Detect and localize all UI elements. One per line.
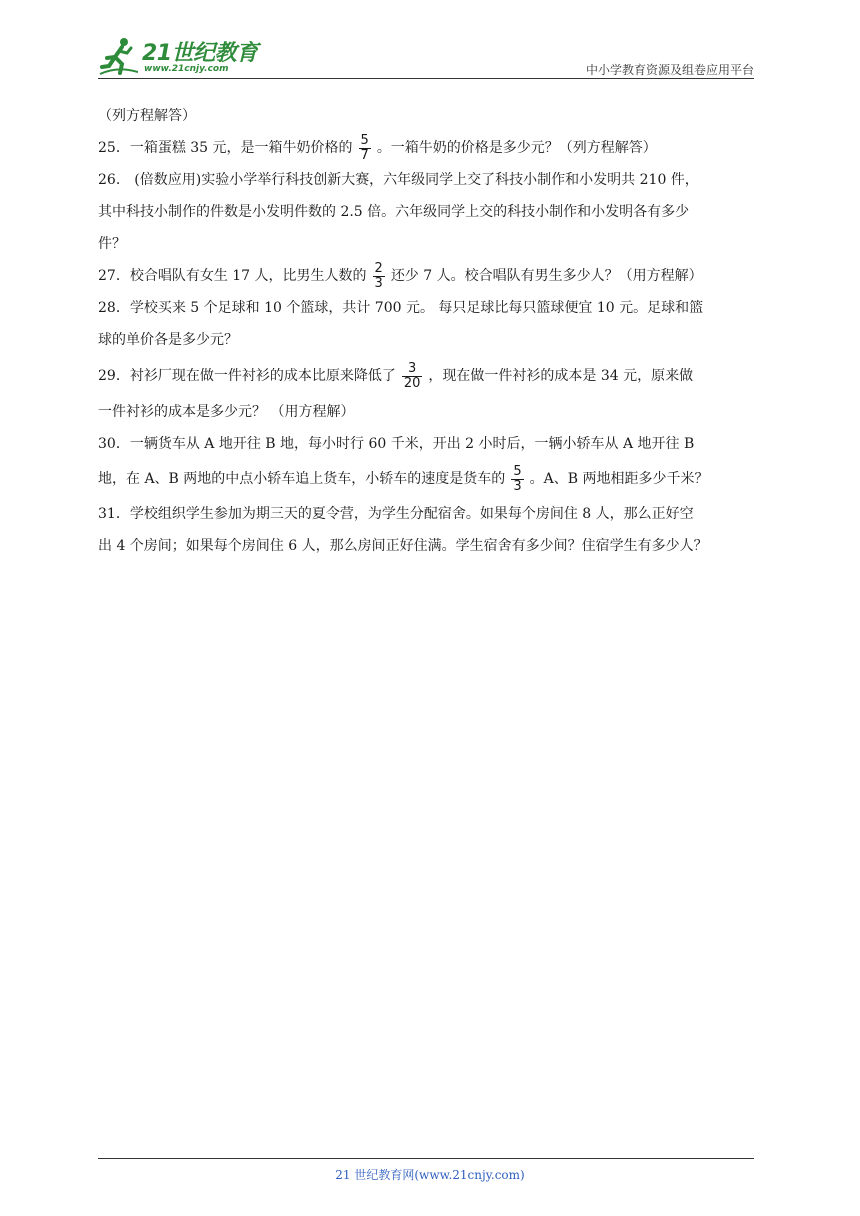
question-list [98, 100, 764, 562]
question-25: 25．一箱蛋糕 35 元，是一箱牛奶价格的 $\frac{5}{7}$ 。一箱牛奶的价格是多少元？（列方程解答） [98, 132, 657, 163]
question-line: 地，在 A、B 两地的中点小轿车追上货车，小轿车的速度是货车的 $\frac{5}{3}$ 。A、B 两地相距多少千米？ [98, 463, 709, 494]
fraction: $\frac{5}{7}$ [360, 132, 369, 163]
footer-link[interactable]: 21 世纪教育网(www.21cnjy.com) [335, 1168, 525, 1182]
question-line: 出 4 个房间；如果每个房间住 6 人，那么房间正好住满。学生宿舍有多少间？住宿学生有多少人？ [98, 538, 708, 554]
runner-icon [98, 36, 138, 76]
question-line: 球的单价各是多少元？ [98, 332, 238, 348]
question-28: 28．学校买来 5 个足球和 10 个篮球，共计 700 元。 每只足球比每只篮球便宜 10 元。足球和篮 [98, 300, 704, 316]
question-27: 27．校合唱队有女生 17 人，比男生人数的 $\frac{2}{3}$ 还少 7 人。校合唱队有男生多少人？（用方程解） [98, 260, 703, 291]
page-header [98, 32, 754, 80]
question-line: 件？ [98, 236, 126, 252]
logo-text: 21世纪教育 [142, 41, 258, 66]
fraction: $\frac{2}{3}$ [374, 260, 383, 291]
question-line: （列方程解答） [98, 108, 196, 124]
platform-name: 中小学教育资源及组卷应用平台 [585, 63, 754, 77]
question-31: 31．学校组织学生参加为期三天的夏令营，为学生分配宿舍。如果每个房间住 8 人，那么正好空 [98, 506, 694, 522]
question-26: 26. (倍数应用)实验小学举行科技创新大赛，六年级同学上交了科技小制作和小发明共 210 件， [98, 172, 699, 188]
site-logo[interactable] [98, 32, 268, 78]
footer-divider [98, 1158, 754, 1159]
question-30: 30．一辆货车从 A 地开往 B 地，每小时行 60 千米，开出 2 小时后，一辆小轿车从 A 地开往 B [98, 436, 695, 452]
question-29: 29．衬衫厂现在做一件衬衫的成本比原来降低了 $\frac{3}{20}$ ，现在做一件衬衫的成本是 34 元，原来做 [98, 360, 694, 391]
question-line: 一件衬衫的成本是多少元？ （用方程解） [98, 404, 355, 420]
header-divider [98, 78, 754, 79]
fraction: $\frac{3}{20}$ [403, 360, 421, 391]
question-line: 其中科技小制作的件数是小发明件数的 2.5 倍。六年级同学上交的科技小制作和小发明各有多少 [98, 204, 690, 220]
fraction: $\frac{5}{3}$ [513, 463, 522, 494]
logo-url: www.21cnjy.com [144, 64, 229, 74]
